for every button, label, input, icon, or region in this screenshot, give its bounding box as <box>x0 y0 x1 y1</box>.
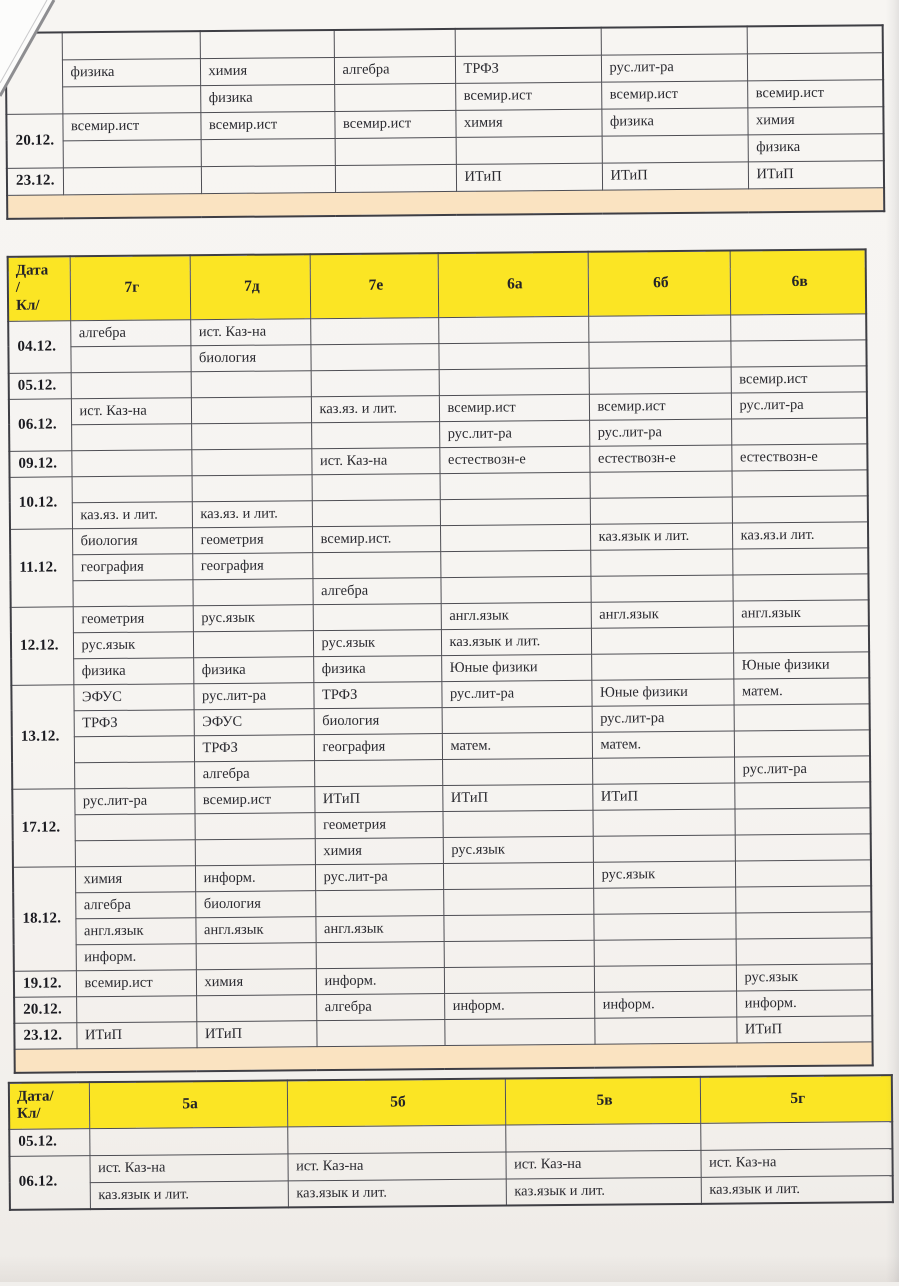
class-header-cell: 7д <box>190 254 311 319</box>
subject-cell: физика <box>601 107 747 135</box>
date-cell: 10.12. <box>10 476 72 529</box>
subject-cell <box>440 524 590 551</box>
subject-cell: каз.язык и лит. <box>441 628 591 655</box>
subject-cell: физика <box>62 58 200 86</box>
class-header-cell: 5в <box>505 1077 700 1125</box>
subject-cell <box>191 422 311 449</box>
subject-cell: информ. <box>444 992 594 1019</box>
subject-cell <box>588 341 730 368</box>
date-cell: 17.12. <box>12 788 75 867</box>
subject-cell <box>438 342 588 369</box>
subject-cell: ИТиП <box>602 161 748 189</box>
subject-cell <box>732 573 868 600</box>
class-header-cell: 7г <box>70 255 191 320</box>
subject-cell <box>588 315 730 342</box>
subject-cell <box>734 703 870 730</box>
subject-cell <box>191 396 311 423</box>
date-cell: 12.12. <box>11 606 74 685</box>
subject-cell: ист. Каз-на <box>190 318 310 345</box>
subject-cell <box>590 575 732 602</box>
subject-cell: биология <box>314 707 442 734</box>
subject-cell: матем. <box>733 677 869 704</box>
date-cell: 23.12. <box>14 1022 76 1049</box>
subject-cell: ИТиП <box>592 783 734 810</box>
subject-cell: естествозн-е <box>439 446 589 473</box>
subject-cell: рус.лит-ра <box>601 53 747 81</box>
subject-cell: англ.язык <box>441 602 591 629</box>
subject-cell <box>191 448 311 475</box>
subject-cell: каз.яз. и лит. <box>72 501 192 528</box>
subject-cell <box>456 136 602 164</box>
class-header-cell: 5г <box>700 1075 892 1123</box>
subject-cell: рус.лит-ра <box>592 705 734 732</box>
subject-cell <box>592 809 734 836</box>
subject-cell: ТРФЗ <box>455 55 601 83</box>
subject-cell: география <box>314 733 442 760</box>
subject-cell <box>443 914 593 941</box>
subject-cell: физика <box>200 84 334 112</box>
subject-cell <box>442 758 592 785</box>
subject-cell: ИТиП <box>748 160 884 188</box>
subject-cell <box>593 913 735 940</box>
subject-cell <box>735 833 871 860</box>
subject-cell <box>734 781 870 808</box>
subject-cell: биология <box>190 344 310 371</box>
subject-cell <box>196 994 316 1021</box>
subject-cell: всемир.ист <box>589 393 731 420</box>
subject-cell <box>63 139 201 167</box>
subject-cell: ИТиП <box>76 1021 196 1048</box>
subject-cell <box>440 576 590 603</box>
subject-cell: рус.язык <box>736 963 872 990</box>
subject-cell: каз.язык и лит. <box>288 1179 506 1208</box>
page-corner-fold <box>0 0 80 120</box>
subject-cell <box>730 313 866 340</box>
subject-cell <box>593 835 735 862</box>
subject-cell <box>439 368 589 395</box>
subject-cell <box>440 550 590 577</box>
date-cell: 13.12. <box>11 684 74 789</box>
subject-cell: англ.язык <box>591 601 733 628</box>
subject-cell <box>71 371 191 398</box>
subject-cell <box>74 813 194 840</box>
subject-cell <box>733 625 869 652</box>
subject-cell: Юные физики <box>441 654 591 681</box>
subject-cell <box>590 497 732 524</box>
subject-cell <box>192 474 312 501</box>
subject-cell <box>731 417 867 444</box>
subject-cell: всемир.ист <box>455 82 601 110</box>
subject-cell: алгебра <box>312 577 440 604</box>
subject-cell <box>193 630 313 657</box>
subject-cell <box>589 367 731 394</box>
subject-cell: химия <box>200 57 334 85</box>
subject-cell <box>62 85 200 113</box>
subject-cell <box>736 937 872 964</box>
subject-cell <box>313 603 441 630</box>
subject-cell <box>590 549 732 576</box>
subject-cell: всемир.ист <box>194 786 314 813</box>
subject-cell <box>734 729 870 756</box>
subject-cell <box>594 965 736 992</box>
subject-cell: всемир.ист <box>334 110 455 138</box>
subject-cell <box>312 551 440 578</box>
subject-cell <box>444 966 594 993</box>
subject-cell <box>316 941 444 968</box>
subject-cell <box>72 475 192 502</box>
subject-cell: биология <box>72 527 192 554</box>
class-header-cell: 6б <box>588 251 731 316</box>
subject-cell: англ.язык <box>75 917 195 944</box>
subject-cell: химия <box>75 865 195 892</box>
subject-cell <box>438 316 588 343</box>
subject-cell: ТРФЗ <box>313 681 441 708</box>
subject-cell <box>316 1019 444 1046</box>
subject-cell <box>505 1123 700 1152</box>
subject-cell: химия <box>455 109 601 137</box>
subject-cell <box>747 52 883 80</box>
subject-cell <box>442 706 592 733</box>
subject-cell: физика <box>73 657 193 684</box>
subject-cell <box>700 1121 892 1150</box>
subject-cell: физика <box>313 655 441 682</box>
subject-cell <box>191 370 311 397</box>
subject-cell: рус.лит-ра <box>589 419 731 446</box>
subject-cell: рус.язык <box>313 629 441 656</box>
subject-cell: всемир.ист <box>731 365 867 392</box>
subject-cell: рус.лит-ра <box>74 787 194 814</box>
subject-cell <box>63 166 201 194</box>
subject-cell: англ.язык <box>315 915 443 942</box>
subject-cell <box>593 887 735 914</box>
subject-cell <box>201 165 335 193</box>
subject-cell: ист. Каз-на <box>700 1148 892 1177</box>
subject-cell <box>192 578 312 605</box>
subject-cell: химия <box>196 968 316 995</box>
subject-cell <box>747 25 883 53</box>
subject-cell <box>310 317 438 344</box>
date-cell: 06.12. <box>9 1155 89 1210</box>
subject-cell: рус.язык <box>443 836 593 863</box>
subject-cell: каз.язык и лит. <box>90 1180 288 1209</box>
subject-cell <box>334 29 455 57</box>
subject-cell <box>312 499 440 526</box>
subject-cell: ист. Каз-на <box>89 1153 287 1182</box>
subject-cell <box>592 757 734 784</box>
subject-cell: ЭФУС <box>73 683 193 710</box>
subject-cell: ИТиП <box>736 1015 872 1042</box>
subject-cell: всемир.ист <box>439 394 589 421</box>
date-cell: 05.12. <box>9 372 71 399</box>
subject-cell: информ. <box>76 943 196 970</box>
class-header-cell: 7е <box>310 253 439 318</box>
subject-cell: рус.лит-ра <box>193 682 313 709</box>
subject-cell <box>200 30 334 58</box>
class-header-cell: 6а <box>438 252 589 317</box>
date-cell: 18.12. <box>13 866 76 971</box>
subject-cell <box>590 471 732 498</box>
subject-cell <box>730 339 866 366</box>
subject-cell: ист. Каз-на <box>287 1152 505 1181</box>
subject-cell <box>735 859 871 886</box>
date-cell: 06.12. <box>9 398 71 451</box>
subject-cell: ИТиП <box>442 784 592 811</box>
subject-cell <box>444 1018 594 1045</box>
bottom-schedule-table-5a-5b-5v-5g <box>8 1074 894 1211</box>
subject-cell <box>602 134 748 162</box>
subject-cell <box>315 889 443 916</box>
subject-cell <box>71 449 191 476</box>
subject-cell: рус.язык <box>593 861 735 888</box>
subject-cell <box>734 807 870 834</box>
subject-cell: всемир.ист <box>200 111 334 139</box>
subject-cell: рус.язык <box>193 604 313 631</box>
subject-cell: матем. <box>442 732 592 759</box>
subject-cell <box>74 761 194 788</box>
subject-cell: география <box>72 553 192 580</box>
subject-cell <box>732 547 868 574</box>
subject-cell <box>311 421 439 448</box>
subject-cell <box>194 812 314 839</box>
subject-cell: информ. <box>316 967 444 994</box>
subject-cell <box>732 469 868 496</box>
subject-cell: информ. <box>736 989 872 1016</box>
subject-cell: каз.язык и лит. <box>590 523 732 550</box>
subject-cell: рус.лит-ра <box>441 680 591 707</box>
subject-cell <box>455 28 601 56</box>
subject-cell <box>75 839 195 866</box>
subject-cell: каз.язык и лит. <box>506 1177 701 1206</box>
subject-cell <box>334 83 455 111</box>
subject-cell: алгебра <box>70 319 190 346</box>
subject-cell: каз.язык и лит. <box>701 1175 893 1204</box>
subject-cell: всемир.ист <box>62 112 200 140</box>
subject-cell: всемир.ист <box>747 79 883 107</box>
subject-cell: естествозн-е <box>731 443 867 470</box>
subject-cell: рус.язык <box>73 631 193 658</box>
subject-cell: рус.лит-ра <box>731 391 867 418</box>
class-header-cell: 5б <box>287 1079 505 1127</box>
subject-cell: ТРФЗ <box>194 734 314 761</box>
subject-cell <box>335 137 456 165</box>
date-cell: 04.12. <box>8 320 70 373</box>
class-header-cell: 5а <box>89 1080 287 1128</box>
date-class-corner-cell: Дата / Кл/ <box>8 256 71 321</box>
subject-cell: геометрия <box>73 605 193 632</box>
subject-cell <box>76 995 196 1022</box>
subject-cell <box>311 369 439 396</box>
subject-cell: алгебра <box>75 891 195 918</box>
subject-cell: геометрия <box>314 811 442 838</box>
subject-cell: каз.яз.и лит. <box>732 521 868 548</box>
subject-cell <box>444 940 594 967</box>
subject-cell <box>591 653 733 680</box>
class-header-cell: 6в <box>730 249 867 314</box>
subject-cell: алгебра <box>334 56 455 84</box>
subject-cell: физика <box>193 656 313 683</box>
subject-cell: рус.лит-ра <box>734 755 870 782</box>
subject-cell <box>594 1017 736 1044</box>
subject-cell <box>735 885 871 912</box>
subject-cell <box>335 164 456 192</box>
middle-schedule-table-7g-7d-7e-6a-6b-6v <box>7 248 874 1073</box>
subject-cell <box>732 495 868 522</box>
subject-cell: химия <box>315 837 443 864</box>
subject-cell: рус.лит-ра <box>315 863 443 890</box>
subject-cell: информ. <box>195 864 315 891</box>
date-cell: 11.12. <box>10 528 73 607</box>
subject-cell: физика <box>748 133 884 161</box>
subject-cell: география <box>192 552 312 579</box>
subject-cell: ИТиП <box>456 163 602 191</box>
subject-cell <box>443 888 593 915</box>
subject-cell <box>594 939 736 966</box>
subject-cell <box>591 627 733 654</box>
subject-cell <box>440 472 590 499</box>
date-cell: 19.12. <box>14 970 76 997</box>
subject-cell: англ.язык <box>733 599 869 626</box>
subject-cell: рус.лит-ра <box>439 420 589 447</box>
subject-cell <box>442 810 592 837</box>
subject-cell <box>735 911 871 938</box>
subject-cell: ист. Каз-на <box>311 447 439 474</box>
date-cell: 20.12. <box>6 113 62 167</box>
subject-cell: всемир.ист <box>76 969 196 996</box>
subject-cell: геометрия <box>192 526 312 553</box>
date-cell: 20.12. <box>14 996 76 1023</box>
subject-cell: матем. <box>592 731 734 758</box>
date-cell: 05.12. <box>9 1128 89 1156</box>
subject-cell <box>443 862 593 889</box>
subject-cell: ИТиП <box>314 785 442 812</box>
upper-partial-schedule-table <box>5 24 886 220</box>
subject-cell <box>74 735 194 762</box>
photo-right-edge-shade <box>886 0 899 1282</box>
subject-cell: Юные физики <box>733 651 869 678</box>
subject-cell: каз.яз. и лит. <box>311 395 439 422</box>
subject-cell: англ.язык <box>195 916 315 943</box>
subject-cell <box>440 498 590 525</box>
date-cell: 23.12. <box>7 167 63 194</box>
subject-cell <box>601 26 747 54</box>
subject-cell: ТРФЗ <box>74 709 194 736</box>
date-class-corner-cell: Дата/ Кл/ <box>9 1082 89 1129</box>
subject-cell: информ. <box>594 991 736 1018</box>
subject-cell <box>62 31 200 59</box>
subject-cell: Юные физики <box>591 679 733 706</box>
subject-cell <box>70 345 190 372</box>
subject-cell: естествозн-е <box>589 445 731 472</box>
subject-cell <box>195 838 315 865</box>
date-cell: 09.12. <box>9 450 71 477</box>
subject-cell <box>71 423 191 450</box>
subject-cell <box>314 759 442 786</box>
subject-cell: ИТиП <box>196 1020 316 1047</box>
subject-cell: всемир.ист <box>601 80 747 108</box>
subject-cell: алгебра <box>194 760 314 787</box>
subject-cell <box>201 138 335 166</box>
subject-cell: ист. Каз-на <box>71 397 191 424</box>
subject-cell: химия <box>747 106 883 134</box>
subject-cell: каз.яз. и лит. <box>192 500 312 527</box>
subject-cell: ист. Каз-на <box>505 1150 700 1179</box>
subject-cell <box>287 1125 505 1154</box>
subject-cell: алгебра <box>316 993 444 1020</box>
subject-cell <box>72 579 192 606</box>
subject-cell <box>89 1126 287 1155</box>
subject-cell: биология <box>195 890 315 917</box>
subject-cell: всемир.ист. <box>312 525 440 552</box>
photo-bottom-edge-shade <box>0 1256 899 1282</box>
subject-cell <box>312 473 440 500</box>
subject-cell: ЭФУС <box>194 708 314 735</box>
subject-cell <box>310 343 438 370</box>
subject-cell <box>196 942 316 969</box>
